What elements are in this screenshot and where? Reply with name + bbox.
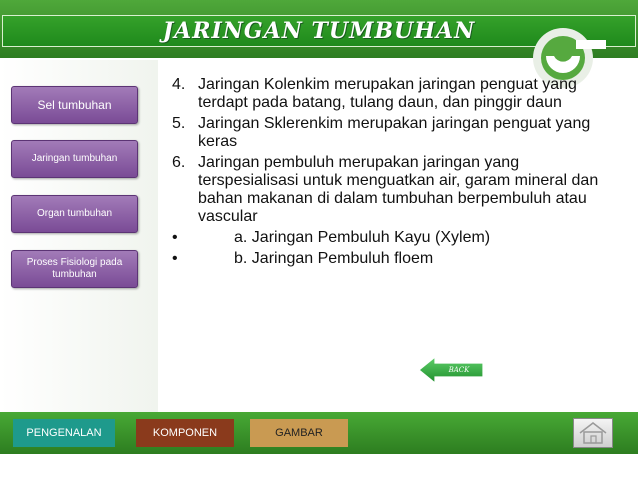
sidebar-item-jaringan-tumbuhan[interactable] — [11, 140, 138, 178]
list-number: 4. — [172, 76, 186, 93]
numbered-list — [172, 76, 612, 226]
sidebar-item-label: Organ tumbuhan — [36, 208, 113, 219]
home-icon — [574, 419, 612, 447]
list-item — [172, 250, 612, 268]
sidebar-item-label: Proses Fisiologi pada tumbuhan — [26, 257, 123, 280]
page-title: JARINGAN TUMBUHAN — [162, 18, 476, 44]
list-item — [172, 115, 612, 151]
sidebar-item-label: Jaringan tumbuhan — [31, 153, 118, 164]
list-number: 5. — [172, 115, 186, 132]
list-item — [172, 229, 612, 247]
back-button[interactable]: BACK — [448, 366, 470, 374]
main-content — [172, 76, 612, 268]
home-button[interactable] — [573, 418, 613, 448]
list-item — [172, 76, 612, 112]
list-text: Jaringan Sklerenkim merupakan jaringan penguat yang keras — [198, 115, 591, 150]
bullet-glyph: • — [172, 250, 178, 267]
list-number: 6. — [172, 154, 186, 171]
sidebar-item-organ-tumbuhan[interactable] — [11, 195, 138, 233]
tab-pengenalan[interactable]: PENGENALAN — [13, 419, 115, 447]
sidebar — [0, 60, 158, 412]
list-item — [172, 154, 612, 226]
list-text: Jaringan Kolenkim merupakan jaringan penguat yang terdapt pada batang, tulang daun, dan pinggir daun — [198, 76, 577, 111]
bullet-list — [172, 229, 612, 268]
footer-space — [0, 454, 638, 479]
list-text: Jaringan pembuluh merupakan jaringan yang terspesialisasi untuk menguatkan air, garam mineral dan bahan makanan di dalam tumbuhan berpembuluh atau vascular — [198, 154, 599, 225]
sidebar-item-label: Sel tumbuhan — [37, 98, 112, 112]
tab-komponen[interactable]: KOMPONEN — [136, 419, 234, 447]
list-text: a. Jaringan Pembuluh Kayu (Xylem) — [234, 229, 491, 246]
sidebar-item-proses-fisiologi[interactable] — [11, 250, 138, 288]
bullet-glyph: • — [172, 229, 178, 246]
list-text: b. Jaringan Pembuluh floem — [234, 250, 434, 267]
tab-gambar[interactable]: GAMBAR — [250, 419, 348, 447]
sidebar-item-sel-tumbuhan[interactable] — [11, 86, 138, 124]
